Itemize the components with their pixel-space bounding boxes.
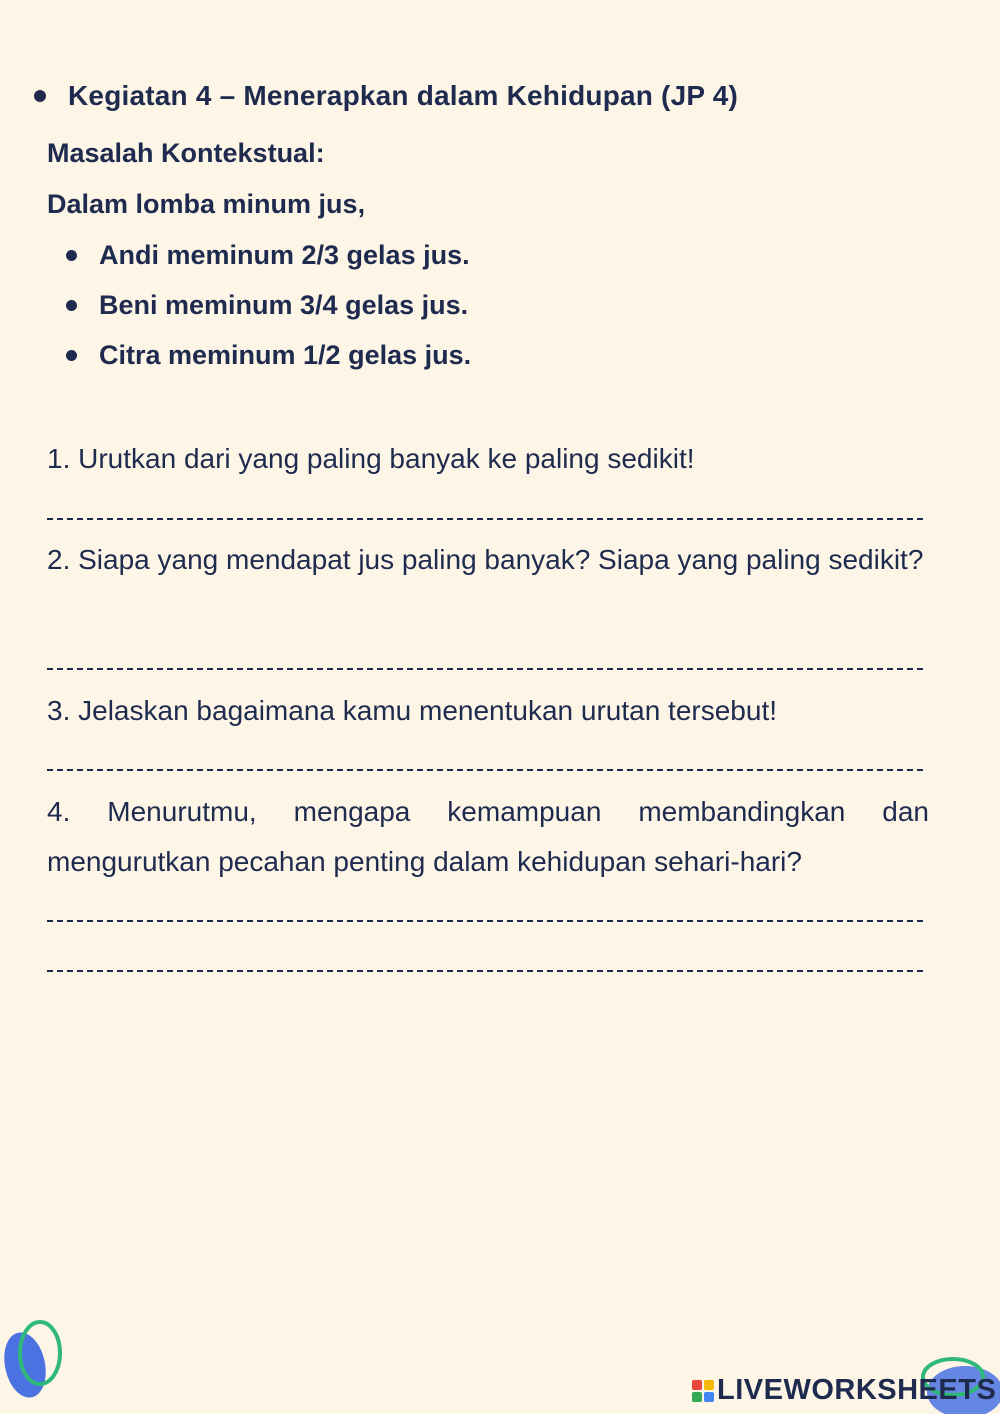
decorative-blob-icon [0,1315,70,1405]
bullet-icon [34,90,46,102]
list-item [66,290,468,321]
question-3: 3. Jelaskan bagaimana kamu menentukan urutan tersebut! [47,695,778,726]
list-item-text: Beni meminum 3/4 gelas jus. [99,290,469,320]
list-item-text: Citra meminum 1/2 gelas jus. [99,340,472,370]
liveworksheets-logo [692,1374,996,1407]
logo-text: LIVEWORKSHEETS [717,1374,997,1406]
activity-title: Kegiatan 4 – Menerapkan dalam Kehidupan (JP 4) [68,80,738,111]
logo-grid-icon [692,1380,714,1402]
answer-line-1[interactable] [47,518,923,520]
question-2: 2. Siapa yang mendapat jus paling banyak? Siapa yang paling sedikit? [47,544,924,575]
answer-line-2[interactable] [47,668,923,670]
answer-line-4b[interactable] [47,970,923,972]
bullet-icon [66,350,77,361]
question-1: 1. Urutkan dari yang paling banyak ke paling sedikit! [47,443,695,474]
answer-line-3[interactable] [47,769,923,771]
bullet-icon [66,250,77,261]
answer-line-4a[interactable] [47,920,923,922]
list-item-text: Andi meminum 2/3 gelas jus. [99,240,470,270]
problem-label: Masalah Kontekstual: [47,138,325,168]
list-item [66,240,470,271]
question-4: 4. Menurutmu, mengapa kemampuan membandingkan dan mengurutkan pecahan penting dalam kehidupan sehari-hari? [47,796,929,877]
activity-heading [34,80,738,112]
list-item [66,340,471,371]
bullet-icon [66,300,77,311]
problem-intro: Dalam lomba minum jus, [47,189,366,219]
